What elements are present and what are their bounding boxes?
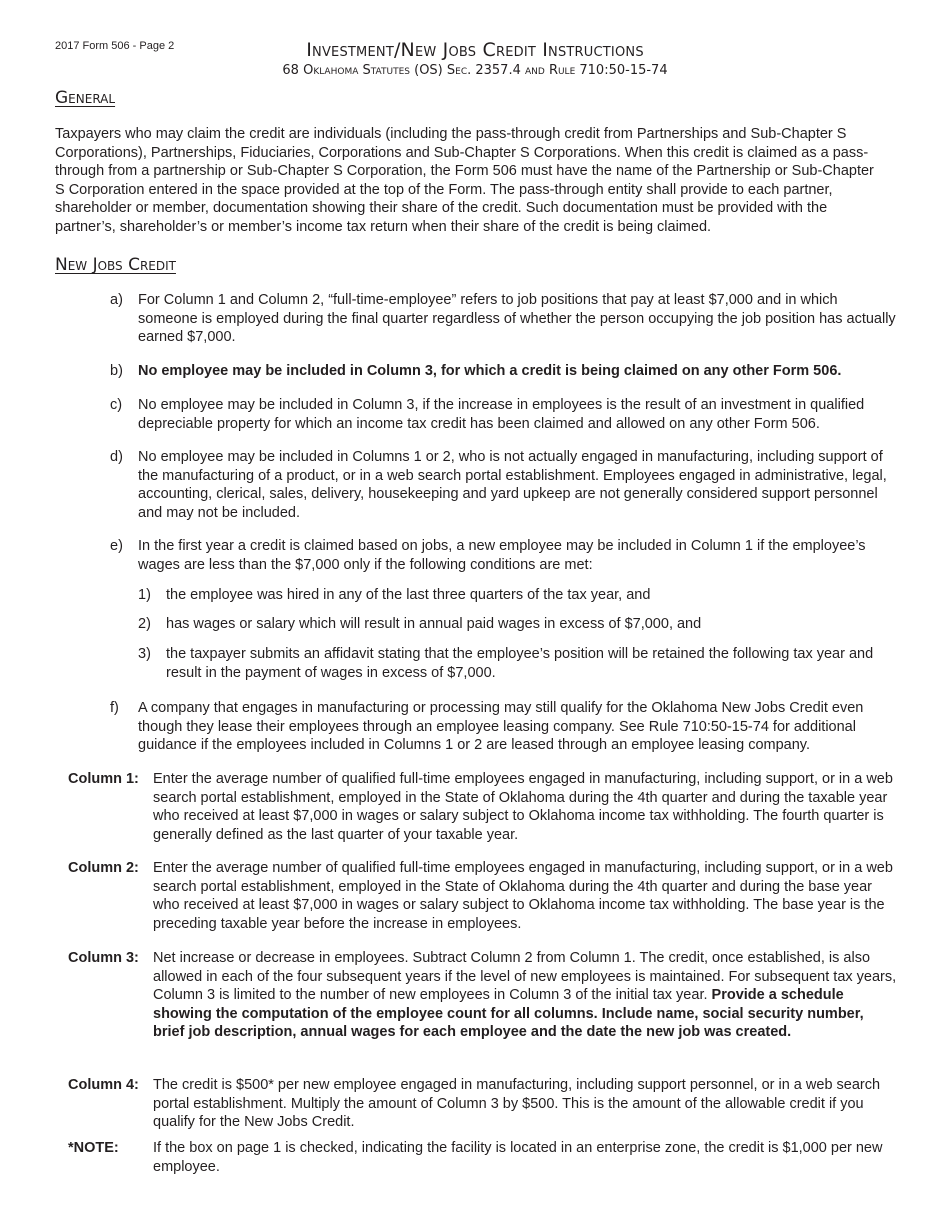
note-text: If the box on page 1 is checked, indicating the facility is located in an enterprise zone, the credit is $1,000 per new employee. xyxy=(153,1140,883,1175)
list-item-bold-text: No employee may be included in Column 3, for which a credit is being claimed on any other Form 506. xyxy=(138,363,842,379)
column-text: Enter the average number of qualified full-time employees engaged in manufacturing, including support, or in a web search portal establishment, employed in the State of Oklahoma during the 4th quarter and during the taxable year who received at least $7,000 in wages or salary subject to Oklahoma income tax withholding. The fourth quarter is generally defined as the last quarter of your taxable year. xyxy=(153,771,893,843)
condition-3 xyxy=(138,645,898,682)
page-subtitle: 68 Oklahoma Statutes (OS) Sec. 2357.4 and Rule 710:50-15-74 xyxy=(282,63,668,78)
list-item-a xyxy=(110,291,900,347)
condition-label: 2) xyxy=(138,616,151,632)
title-block xyxy=(0,37,950,79)
column-text xyxy=(153,949,898,1042)
list-item-label: e) xyxy=(110,538,123,554)
condition-text: has wages or salary which will result in annual paid wages in excess of $7,000, and xyxy=(166,616,702,632)
list-item-c xyxy=(110,396,900,433)
column-1-instruction xyxy=(68,770,898,844)
general-paragraph: Taxpayers who may claim the credit are individuals (including the pass-through credit from Partnerships and Sub-Chapter S Corporations), Partnerships, Fiduciaries, Corporations and Sub-Chapter S Corporations. When this credit is claimed as a pass-through from a partnership or Sub-Chapter S Corporation, the Form 506 must have the name of the Partnership or Sub-Chapter S Corporation entered in the space provided at the top of the Form. The pass-through entity shall provide to each partner, shareholder or member, documentation showing their share of the credit. Such documentation must be provided with the partner’s, shareholder’s or member’s income tax return when their share of the credit is being claimed. xyxy=(55,126,874,235)
list-item-label: c) xyxy=(110,397,123,413)
condition-label: 1) xyxy=(138,587,151,603)
column-3-instruction xyxy=(68,949,898,1042)
list-item-text: A company that engages in manufacturing or processing may still qualify for the Oklahoma New Jobs Credit even though they lease their employees through an employee leasing company. See Rule 710:50-15-74 for additional guidance if the employees included in Columns 1 or 2 are leased through an employee leasing company. xyxy=(138,700,864,754)
general-heading: General xyxy=(55,88,116,108)
list-item-d xyxy=(110,448,900,522)
condition-text: the taxpayer submits an affidavit stating that the employee’s position will be retained the following tax year and result in the payment of wages in excess of $7,000. xyxy=(166,646,874,681)
list-item-f xyxy=(110,699,900,755)
list-item-text: No employee may be included in Columns 1 or 2, who is not actually engaged in manufacturing, including support of the manufacturing of a product, or in a web search portal establishment. Employees engaged in administrative, legal, accounting, clerical, sales, delivery, housekeeping and yard upkeep are not generally considered support personnel and may not be included. xyxy=(138,449,887,521)
condition-text: the employee was hired in any of the last three quarters of the tax year, and xyxy=(166,587,651,603)
column-3-plain-text: Net increase or decrease in employees. Subtract Column 2 from Column 1. The credit, once established, is also allowed in each of the four subsequent years if the level of new employees is maintained. For subsequent tax years, Column 3 is limited to the number of new employees in Column 3 of the initial tax year. xyxy=(153,950,897,1004)
column-3-bold-text: Provide a schedule showing the computation of the employee count for all columns. Include name, social security number, brief job description, annual wages for each employee and the date the new job was created. xyxy=(153,987,864,1041)
list-item-label: b) xyxy=(110,363,123,379)
list-item-e xyxy=(110,537,900,574)
column-2-instruction xyxy=(68,859,898,933)
list-item-text: For Column 1 and Column 2, “full-time-employee” refers to job positions that pay at least $7,000 and in which someone is employed during the final quarter regardless of whether the person occupying the job position has actually earned $7,000. xyxy=(138,292,896,346)
column-label: Column 1: xyxy=(68,771,139,787)
column-label: Column 4: xyxy=(68,1077,139,1093)
list-item-text: No employee may be included in Column 3, if the increase in employees is the result of an investment in qualified depreciable property for which an income tax credit has been claimed and allowed on any other Form 506. xyxy=(138,397,865,432)
list-item-b xyxy=(110,362,900,381)
list-item-text: In the first year a credit is claimed based on jobs, a new employee may be included in Column 1 if the employee’s wages are less than the $7,000 only if the following conditions are met: xyxy=(138,538,866,573)
column-label: Column 2: xyxy=(68,860,139,876)
column-label: Column 3: xyxy=(68,950,139,966)
condition-2 xyxy=(138,615,898,634)
note-instruction xyxy=(68,1139,898,1176)
list-item-label: d) xyxy=(110,449,123,465)
condition-1 xyxy=(138,586,898,605)
page-title: Investment/New Jobs Credit Instructions xyxy=(306,39,644,61)
column-text: Enter the average number of qualified full-time employees engaged in manufacturing, including support, or in a web search portal establishment, employed in the State of Oklahoma during the 4th quarter and during the base year who received at least $7,000 in wages or salary subject to Oklahoma income tax withholding. The base year is the preceding taxable year before the increase in employees. xyxy=(153,860,893,932)
note-label: *NOTE: xyxy=(68,1140,119,1156)
condition-label: 3) xyxy=(138,646,151,662)
list-item-label: a) xyxy=(110,292,123,308)
list-item-text xyxy=(138,362,900,381)
column-text: The credit is $500* per new employee engaged in manufacturing, including support personnel, or in a web search portal establishment. Multiply the amount of Column 3 by $500. This is the amount of the allowable credit if you qualify for the New Jobs Credit. xyxy=(153,1077,881,1131)
column-4-instruction xyxy=(68,1076,898,1132)
new-jobs-heading: New Jobs Credit xyxy=(55,255,176,275)
list-item-label: f) xyxy=(110,700,119,716)
page-label: 2017 Form 506 - Page 2 xyxy=(55,40,175,52)
